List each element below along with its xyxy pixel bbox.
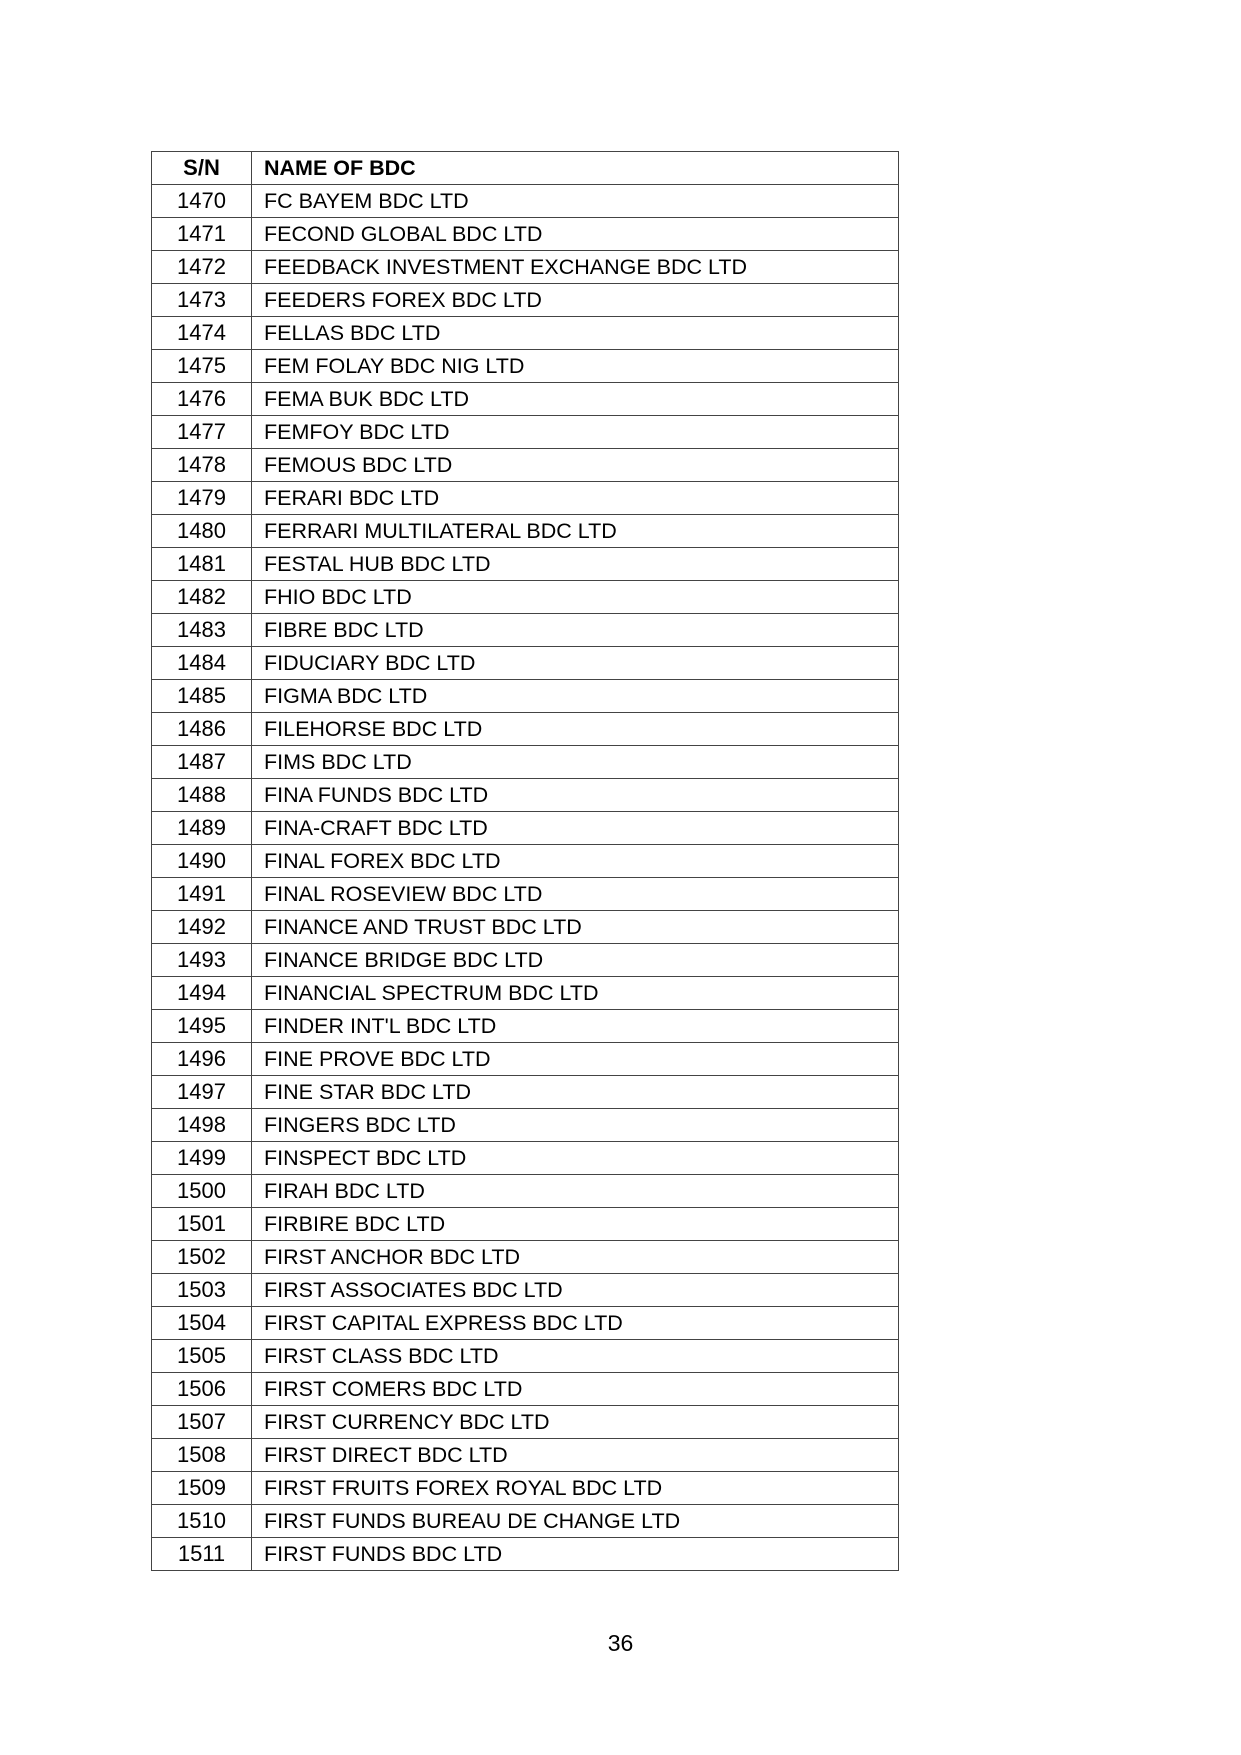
table-row bbox=[152, 449, 899, 482]
row-sn: 1502 bbox=[152, 1241, 252, 1274]
table-row bbox=[152, 350, 899, 383]
row-bdc-name: FIRST FRUITS FOREX ROYAL BDC LTD bbox=[252, 1472, 899, 1505]
row-sn: 1491 bbox=[152, 878, 252, 911]
bdc-table bbox=[151, 151, 899, 1571]
row-bdc-name: FERRARI MULTILATERAL BDC LTD bbox=[252, 515, 899, 548]
row-sn: 1493 bbox=[152, 944, 252, 977]
table-row bbox=[152, 581, 899, 614]
row-bdc-name: FIRST ASSOCIATES BDC LTD bbox=[252, 1274, 899, 1307]
row-sn: 1479 bbox=[152, 482, 252, 515]
row-sn: 1482 bbox=[152, 581, 252, 614]
row-sn: 1503 bbox=[152, 1274, 252, 1307]
table-row bbox=[152, 1505, 899, 1538]
row-sn: 1510 bbox=[152, 1505, 252, 1538]
row-bdc-name: FINE STAR BDC LTD bbox=[252, 1076, 899, 1109]
row-sn: 1486 bbox=[152, 713, 252, 746]
table-row bbox=[152, 680, 899, 713]
row-bdc-name: FIGMA BDC LTD bbox=[252, 680, 899, 713]
row-bdc-name: FEEDBACK INVESTMENT EXCHANGE BDC LTD bbox=[252, 251, 899, 284]
row-bdc-name: FIRST DIRECT BDC LTD bbox=[252, 1439, 899, 1472]
row-bdc-name: FIMS BDC LTD bbox=[252, 746, 899, 779]
row-sn: 1475 bbox=[152, 350, 252, 383]
row-sn: 1483 bbox=[152, 614, 252, 647]
table-row bbox=[152, 1241, 899, 1274]
row-sn: 1476 bbox=[152, 383, 252, 416]
row-bdc-name: FC BAYEM BDC LTD bbox=[252, 185, 899, 218]
row-bdc-name: FIDUCIARY BDC LTD bbox=[252, 647, 899, 680]
table-row bbox=[152, 1274, 899, 1307]
row-sn: 1480 bbox=[152, 515, 252, 548]
row-sn: 1473 bbox=[152, 284, 252, 317]
table-row bbox=[152, 614, 899, 647]
table-row bbox=[152, 1472, 899, 1505]
row-sn: 1494 bbox=[152, 977, 252, 1010]
table-row bbox=[152, 185, 899, 218]
row-bdc-name: FEEDERS FOREX BDC LTD bbox=[252, 284, 899, 317]
row-sn: 1474 bbox=[152, 317, 252, 350]
row-bdc-name: FINANCE AND TRUST BDC LTD bbox=[252, 911, 899, 944]
row-sn: 1501 bbox=[152, 1208, 252, 1241]
row-sn: 1511 bbox=[152, 1538, 252, 1571]
table-row bbox=[152, 977, 899, 1010]
table-header-row bbox=[152, 152, 899, 185]
row-bdc-name: FIRBIRE BDC LTD bbox=[252, 1208, 899, 1241]
table-row bbox=[152, 1439, 899, 1472]
row-bdc-name: FINDER INT'L BDC LTD bbox=[252, 1010, 899, 1043]
row-sn: 1492 bbox=[152, 911, 252, 944]
row-bdc-name: FEMOUS BDC LTD bbox=[252, 449, 899, 482]
row-bdc-name: FIRST CURRENCY BDC LTD bbox=[252, 1406, 899, 1439]
row-bdc-name: FECOND GLOBAL BDC LTD bbox=[252, 218, 899, 251]
table-row bbox=[152, 1010, 899, 1043]
table-row bbox=[152, 548, 899, 581]
row-sn: 1497 bbox=[152, 1076, 252, 1109]
table-row bbox=[152, 1076, 899, 1109]
row-bdc-name: FIRST COMERS BDC LTD bbox=[252, 1373, 899, 1406]
row-bdc-name: FIRST CLASS BDC LTD bbox=[252, 1340, 899, 1373]
table-row bbox=[152, 482, 899, 515]
row-bdc-name: FINAL FOREX BDC LTD bbox=[252, 845, 899, 878]
table-row bbox=[152, 218, 899, 251]
row-bdc-name: FINA-CRAFT BDC LTD bbox=[252, 812, 899, 845]
table-row bbox=[152, 878, 899, 911]
table-row bbox=[152, 1109, 899, 1142]
row-sn: 1471 bbox=[152, 218, 252, 251]
row-bdc-name: FEMA BUK BDC LTD bbox=[252, 383, 899, 416]
row-sn: 1508 bbox=[152, 1439, 252, 1472]
row-sn: 1509 bbox=[152, 1472, 252, 1505]
row-sn: 1500 bbox=[152, 1175, 252, 1208]
row-bdc-name: FIRST ANCHOR BDC LTD bbox=[252, 1241, 899, 1274]
row-bdc-name: FINE PROVE BDC LTD bbox=[252, 1043, 899, 1076]
row-bdc-name: FELLAS BDC LTD bbox=[252, 317, 899, 350]
table-row bbox=[152, 416, 899, 449]
table-row bbox=[152, 251, 899, 284]
row-bdc-name: FERARI BDC LTD bbox=[252, 482, 899, 515]
row-bdc-name: FIRST FUNDS BDC LTD bbox=[252, 1538, 899, 1571]
row-bdc-name: FIBRE BDC LTD bbox=[252, 614, 899, 647]
table-row bbox=[152, 383, 899, 416]
table-row bbox=[152, 1406, 899, 1439]
table-row bbox=[152, 647, 899, 680]
row-sn: 1487 bbox=[152, 746, 252, 779]
row-bdc-name: FINGERS BDC LTD bbox=[252, 1109, 899, 1142]
row-sn: 1498 bbox=[152, 1109, 252, 1142]
row-bdc-name: FINA FUNDS BDC LTD bbox=[252, 779, 899, 812]
row-bdc-name: FHIO BDC LTD bbox=[252, 581, 899, 614]
row-sn: 1499 bbox=[152, 1142, 252, 1175]
table-row bbox=[152, 845, 899, 878]
table-row bbox=[152, 1340, 899, 1373]
row-bdc-name: FEM FOLAY BDC NIG LTD bbox=[252, 350, 899, 383]
row-sn: 1472 bbox=[152, 251, 252, 284]
table-row bbox=[152, 1538, 899, 1571]
table-row bbox=[152, 515, 899, 548]
table-row bbox=[152, 1208, 899, 1241]
row-sn: 1477 bbox=[152, 416, 252, 449]
table-body bbox=[152, 185, 899, 1571]
row-sn: 1490 bbox=[152, 845, 252, 878]
table-row bbox=[152, 713, 899, 746]
header-name: NAME OF BDC bbox=[252, 152, 899, 185]
row-bdc-name: FINAL ROSEVIEW BDC LTD bbox=[252, 878, 899, 911]
table-row bbox=[152, 911, 899, 944]
row-bdc-name: FIRST CAPITAL EXPRESS BDC LTD bbox=[252, 1307, 899, 1340]
row-sn: 1495 bbox=[152, 1010, 252, 1043]
row-bdc-name: FIRST FUNDS BUREAU DE CHANGE LTD bbox=[252, 1505, 899, 1538]
row-bdc-name: FINANCIAL SPECTRUM BDC LTD bbox=[252, 977, 899, 1010]
row-sn: 1488 bbox=[152, 779, 252, 812]
table-row bbox=[152, 1175, 899, 1208]
row-sn: 1481 bbox=[152, 548, 252, 581]
row-sn: 1489 bbox=[152, 812, 252, 845]
table-row bbox=[152, 1373, 899, 1406]
row-sn: 1507 bbox=[152, 1406, 252, 1439]
page-number: 36 bbox=[607, 1630, 634, 1656]
table-row bbox=[152, 1043, 899, 1076]
table-row bbox=[152, 284, 899, 317]
row-sn: 1504 bbox=[152, 1307, 252, 1340]
table-row bbox=[152, 317, 899, 350]
row-sn: 1484 bbox=[152, 647, 252, 680]
table-row bbox=[152, 1142, 899, 1175]
row-sn: 1485 bbox=[152, 680, 252, 713]
row-sn: 1470 bbox=[152, 185, 252, 218]
table-row bbox=[152, 944, 899, 977]
row-bdc-name: FINANCE BRIDGE BDC LTD bbox=[252, 944, 899, 977]
table-row bbox=[152, 779, 899, 812]
table-row bbox=[152, 812, 899, 845]
row-sn: 1496 bbox=[152, 1043, 252, 1076]
row-sn: 1505 bbox=[152, 1340, 252, 1373]
row-bdc-name: FIRAH BDC LTD bbox=[252, 1175, 899, 1208]
row-bdc-name: FILEHORSE BDC LTD bbox=[252, 713, 899, 746]
row-sn: 1506 bbox=[152, 1373, 252, 1406]
row-bdc-name: FEMFOY BDC LTD bbox=[252, 416, 899, 449]
header-sn: S/N bbox=[152, 152, 252, 185]
row-sn: 1478 bbox=[152, 449, 252, 482]
row-bdc-name: FESTAL HUB BDC LTD bbox=[252, 548, 899, 581]
row-bdc-name: FINSPECT BDC LTD bbox=[252, 1142, 899, 1175]
table-row bbox=[152, 1307, 899, 1340]
table-row bbox=[152, 746, 899, 779]
